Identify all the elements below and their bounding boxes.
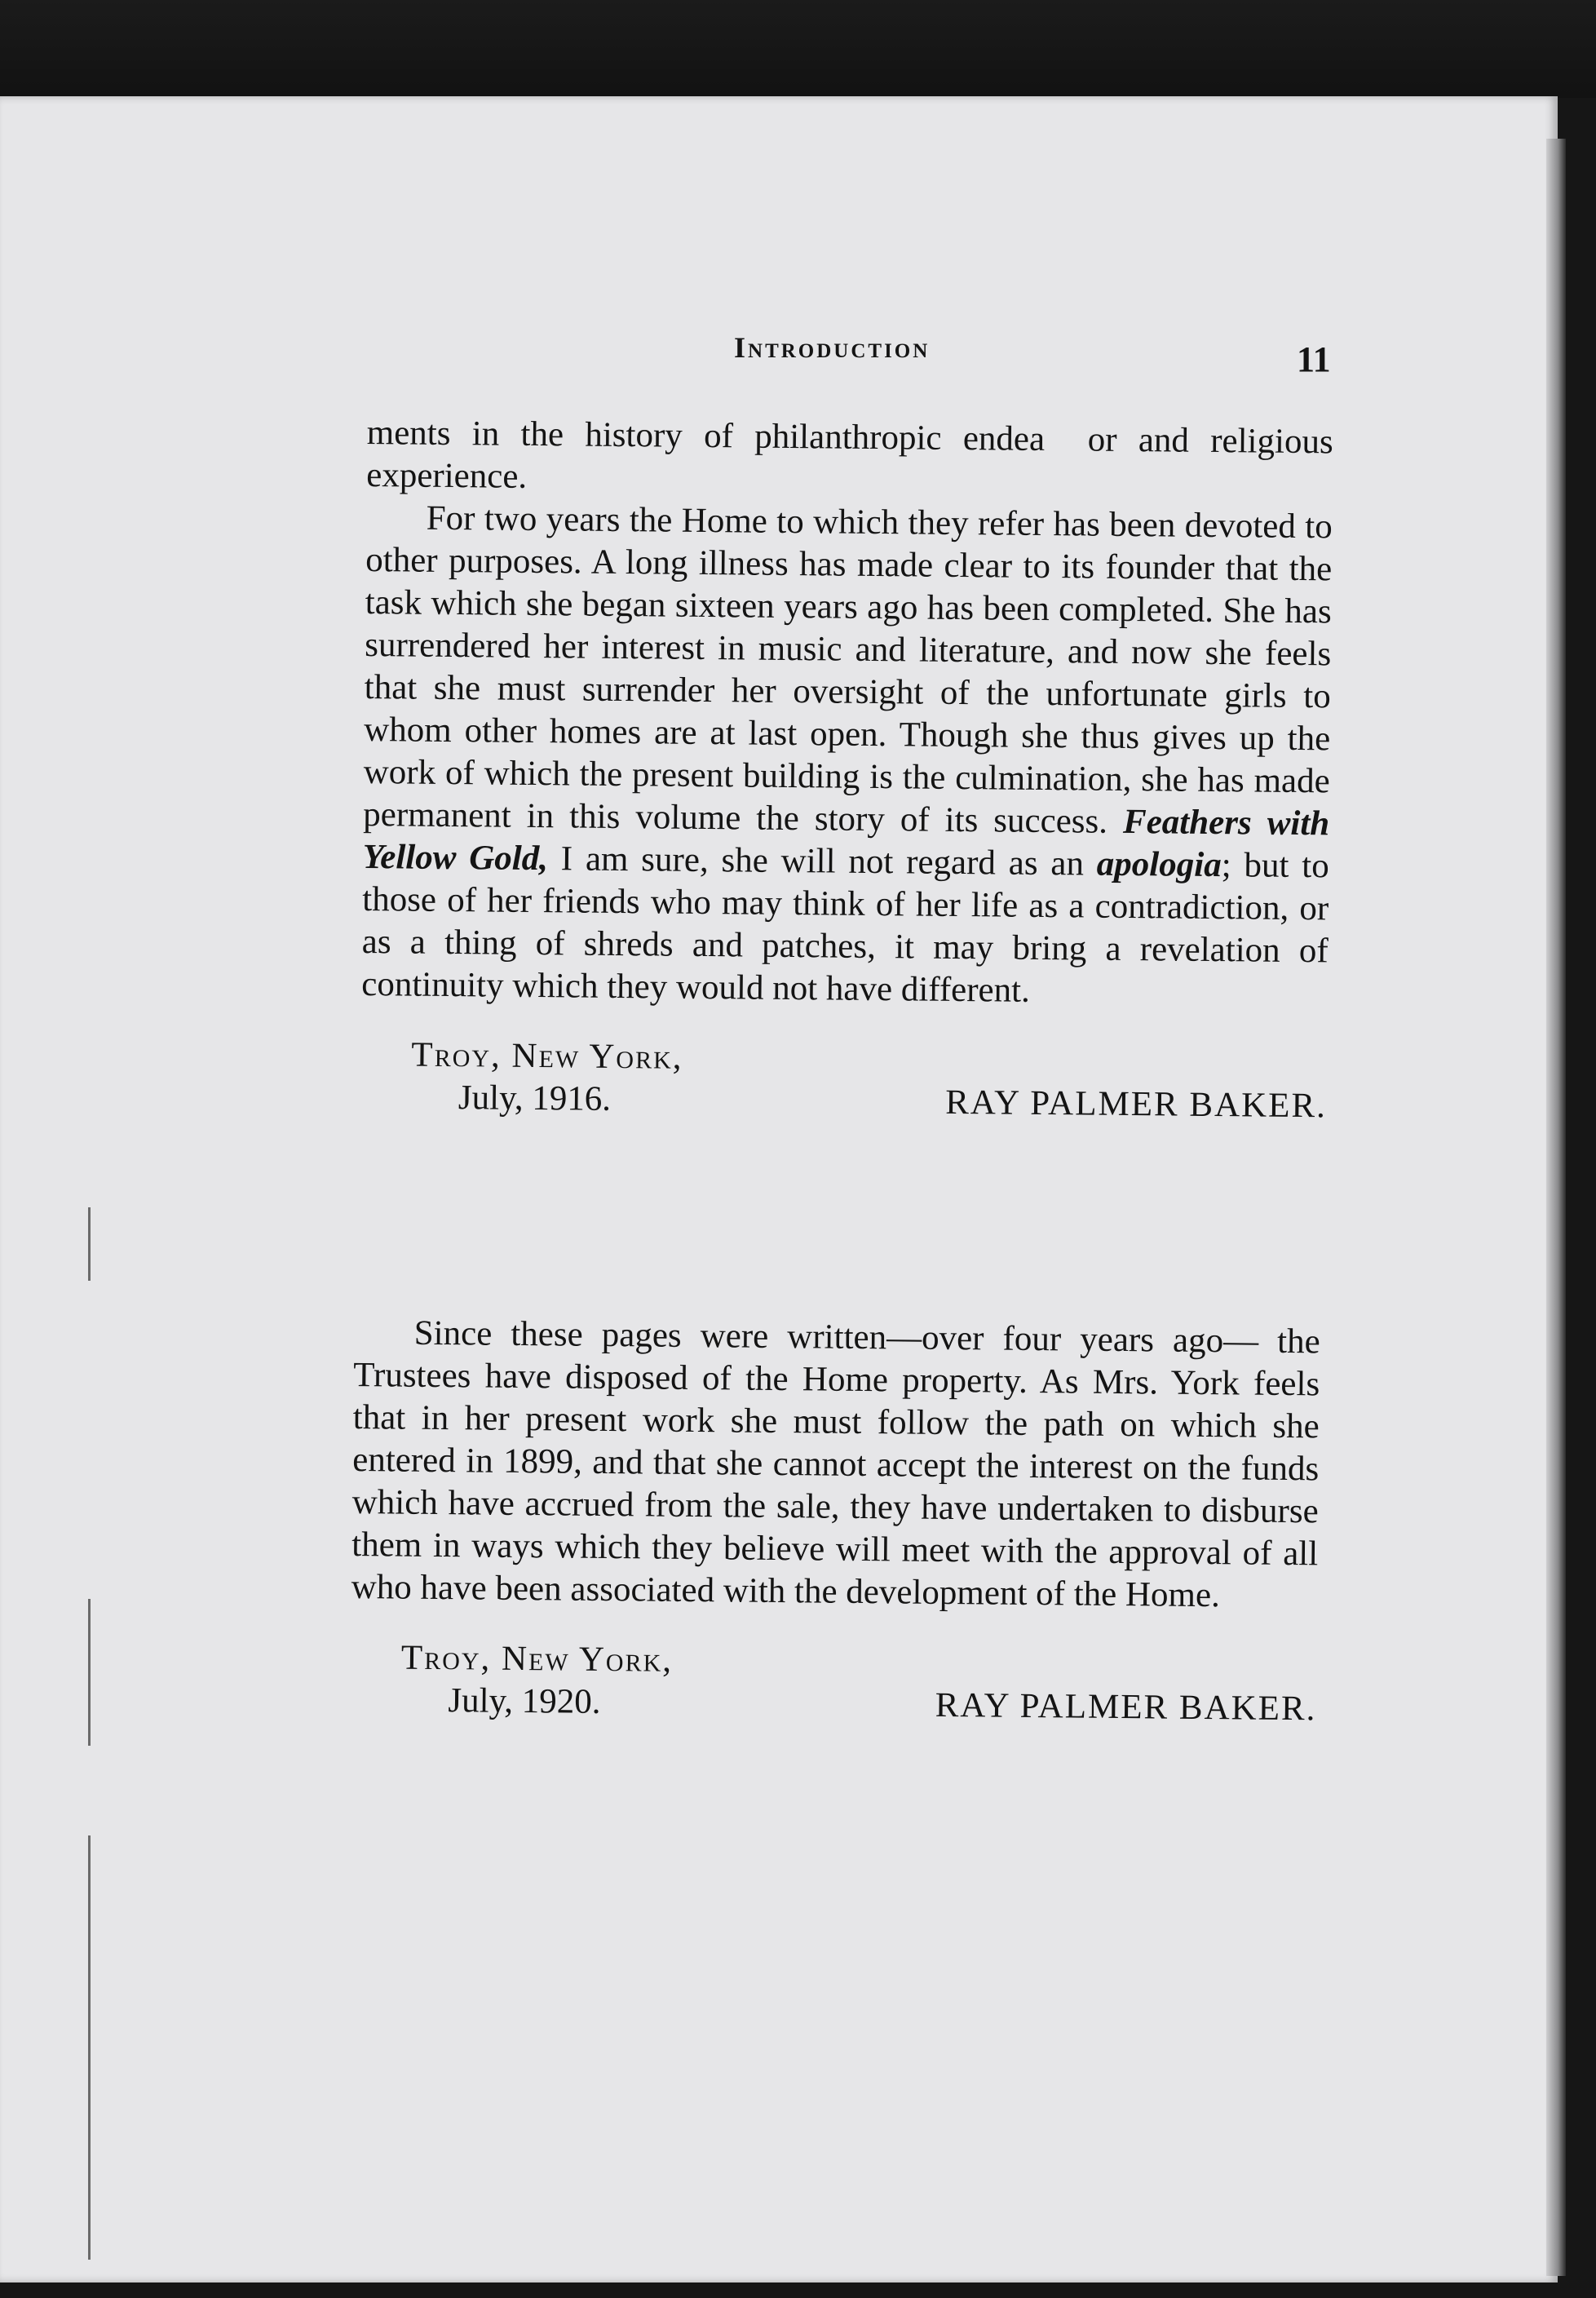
signature-name: RAY PALMER BAKER. — [944, 1083, 1328, 1126]
book-title: Feathers with Yellow Gold, — [362, 802, 1330, 879]
introduction-section-1916 — [360, 412, 1333, 1127]
scan-top-background — [0, 0, 1596, 98]
running-header: Introduction — [734, 331, 931, 364]
gutter-mark — [88, 1835, 91, 2260]
paragraph-text: ; but to those of her friends who may think of her life as a contradiction, or as a thing of shreds and patches, it may bring a revelation of continuity which they would not have different. — [361, 846, 1329, 1010]
signature-place: Troy, New York, — [411, 1035, 683, 1077]
introduction-section-1920 — [350, 1312, 1320, 1730]
paragraph-text: I am sure, she will not regard as an — [560, 839, 1085, 883]
paragraph-text: For two years the Home to which they refer has been devoted to other purposes. A long illness has made clear to its founder that the task which she began sixteen years ago has been completed. She has surrendered her interest in music and literature, and now she feels that she must surrender her oversight of the unfortunate girls to whom other homes are at last open. Though she thus gives up the work of which the present building is the culmination, she has made permanent in this volume the story of its success. — [363, 498, 1333, 841]
page-edge-shadow — [1546, 139, 1566, 2276]
page-number: 11 — [1297, 339, 1331, 379]
signature-date: July, 1920. — [448, 1681, 601, 1721]
paragraph-continuation: ments in the history of philanthropic endea or and religious experience. — [366, 413, 1333, 496]
paragraph-trustees: Since these pages were written—over four years ago— the Trustees have disposed of the Home property. As Mrs. York feels that in her present work she must follow the path on which she entered in 1899, and that she cannot accept the interest on the funds which have accrued from the sale, they have undertaken to disburse them in ways which they believe will meet with the approval of all who have been associated with the development of the Home. — [351, 1313, 1320, 1615]
gutter-mark — [88, 1599, 91, 1746]
paragraph-home-purpose — [361, 497, 1333, 1015]
gutter-mark — [88, 1207, 91, 1281]
signature-name: RAY PALMER BAKER. — [935, 1685, 1317, 1729]
apologia-term: apologia — [1096, 844, 1222, 885]
signature-place: Troy, New York, — [400, 1638, 674, 1680]
signature-date: July, 1916. — [458, 1078, 612, 1118]
